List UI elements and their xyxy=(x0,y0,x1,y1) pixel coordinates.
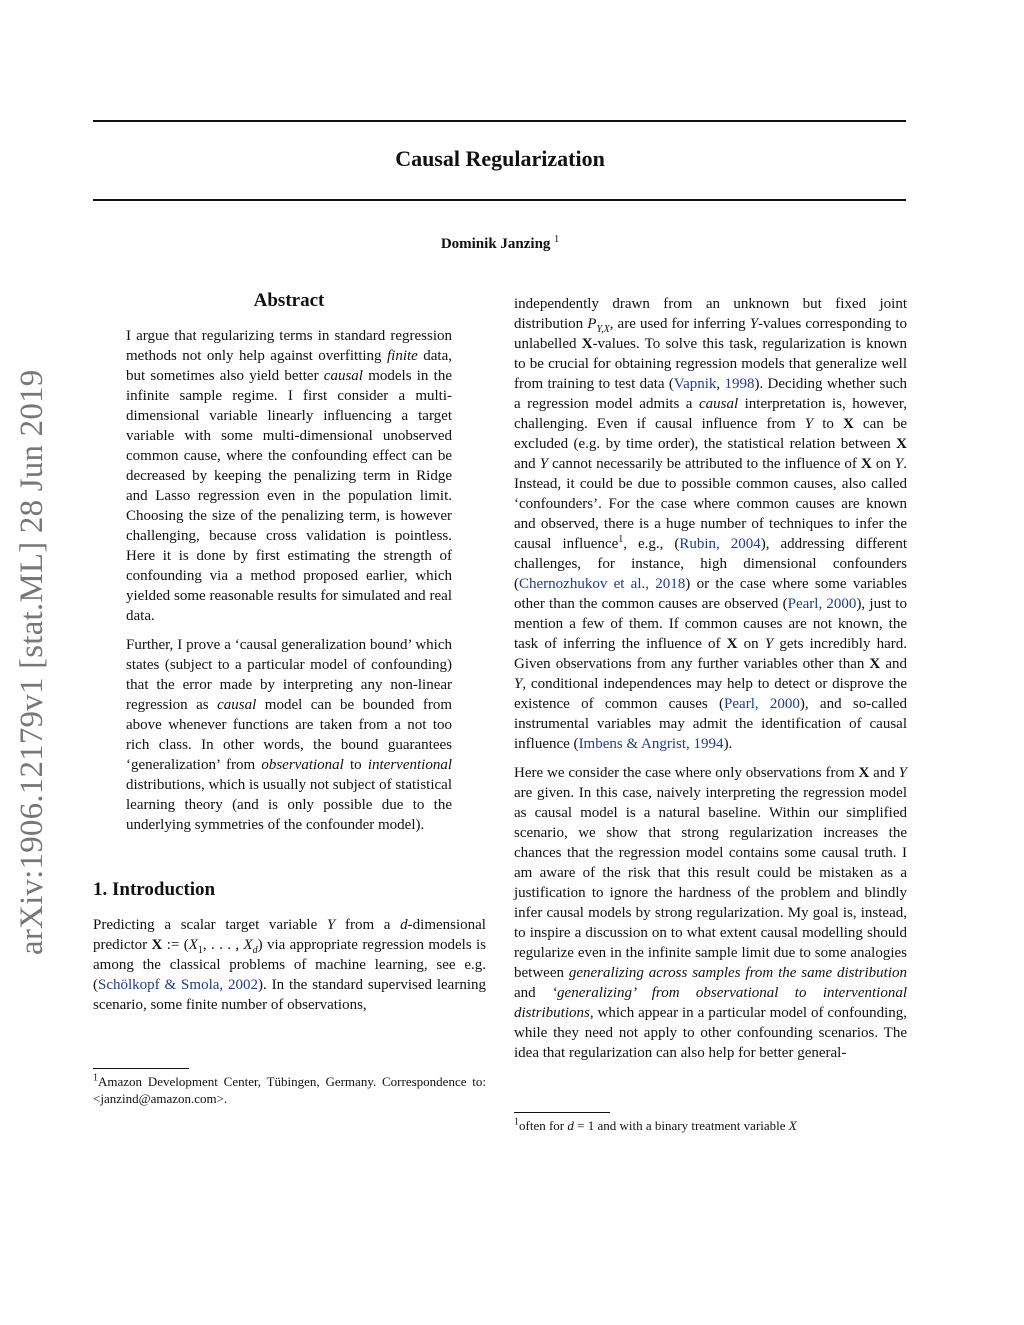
footnote-rule xyxy=(93,1068,189,1069)
left-column xyxy=(93,290,486,1015)
intro-paragraph: Predicting a scalar target variable Y from a d-dimensional predictor X := ($X_1$, . . . , $X_d$) via appropriate regression models is among the classical problems of machine learning, see e.g. (Schölkopf & Smola, 2002). In the standard supervised learning scenario, some finite number of observations, xyxy=(93,917,487,1013)
abstract-heading: Abstract xyxy=(253,290,325,311)
footnote-affiliation: $^1$Amazon Development Center, Tübingen, Germany. Correspondence to: <janzind@amazon.com>. xyxy=(93,1072,486,1106)
citation-link[interactable]: Pearl, 2000 xyxy=(787,596,857,612)
author-line xyxy=(0,236,1000,253)
footnote-mark[interactable]: 1 xyxy=(618,534,624,545)
author-name: Dominik Janzing xyxy=(440,236,551,252)
title-rule-top xyxy=(93,120,906,122)
paper-title: Causal Regularization xyxy=(395,146,605,171)
abstract xyxy=(126,290,452,835)
citation-link[interactable]: Pearl, 2000 xyxy=(724,696,800,712)
right-column xyxy=(514,294,907,1072)
footnote-left xyxy=(93,1068,486,1107)
citation-link[interactable]: Rubin, 2004 xyxy=(679,536,761,552)
abstract-paragraph-2: Further, I prove a ‘causal generalization bound’ which states (subject to a particular model of confounding) that the error made by interpreting any non-linear regression as causal model can be bounded from above whenever functions are taken from a not too rich class. In other words, the bound guarantees ‘generalization’ from observational to interventional distributions, which is usually not subject of statistical learning theory (and is only possible due to the underlying symmetries of the confounder model). xyxy=(126,637,452,833)
citation-link[interactable]: Chernozhukov et al., 2018 xyxy=(519,576,686,592)
citation-link[interactable]: 1998 xyxy=(724,376,755,392)
footnote-treatment: $^1$often for d = 1 and with a binary treatment variable X xyxy=(514,1116,797,1133)
footnote-rule xyxy=(514,1112,610,1113)
citation-link[interactable]: Vapnik xyxy=(673,376,717,392)
right-paragraph-2: Here we consider the case where only observations from X and Y are given. In this case, naively interpreting the regression model as causal model is a natural baseline. Within our simplified scenario, we show that strong regularization increases the chances that the regression model contains some causal truth. I am aware of the risk that this result could be mistaken as a justification to ignore the hardness of the problem and blindly infer causal models by strong regularization. My goal is, instead, to inspire a discussion on to what extent causal modelling should regularize even in the infinite sample limit due to some analogies between generalizing across samples from the same distribution and ‘generalizing’ from observational to interventional distributions, which appear in a particular model of confounding, while they need not apply to other confounding scenarios. The idea that regularization can also help for better general- xyxy=(514,765,907,1061)
section-heading-introduction: 1. Introduction xyxy=(93,879,216,900)
arxiv-stamp: arXiv:1906.12179v1 [stat.ML] 28 Jun 2019 xyxy=(14,369,50,955)
citation-link[interactable]: Schölkopf & Smola, 2002 xyxy=(98,977,258,993)
title-rule-bottom xyxy=(93,199,906,201)
author-affiliation-mark: 1 xyxy=(554,234,560,245)
footnote-right xyxy=(514,1112,907,1134)
abstract-paragraph-1: I argue that regularizing terms in standard regression methods not only help against overfitting finite data, but sometimes also yield better causal models in the infinite sample regime. I first consider a multi-dimensional variable linearly influencing a target variable with some multi-dimensional unobserved common cause, where the confounding effect can be decreased by keeping the penalizing term in Ridge and Lasso regression even in the population limit. Choosing the size of the penalizing term, is however challenging, because cross validation is pointless. Here it is done by first estimating the strength of confounding via a method proposed earlier, which yielded some reasonable results for simulated and real data. xyxy=(126,328,453,624)
right-paragraph-1: independently drawn from an unknown but fixed joint distribution $P_{Y,X}$, are used for inferring Y-values corresponding to unlabelled X-values. To solve this task, regularization is known to be crucial for obtaining regression models that generalize well from training to test data (Vapnik, 1998). Deciding whether such a regression model admits a causal interpretation is, however, challenging. Even if causal influence from Y to X can be excluded (e.g. by time order), the statistical relation between X and Y cannot necessarily be attributed to the influence of X on Y. Instead, it could be due to possible common causes, also called ‘confounders’. For the case where common causes are known and observed, there is a huge number of techniques to infer the causal influence$^1$, e.g., (Rubin, 2004), addressing different challenges, for instance, high dimensional confounders (Chernozhukov et al., 2018) or the case where some variables other than the common causes are observed (Pearl, 2000), just to mention a few of them. If common causes are not known, the task of inferring the influence of X on Y gets incredibly hard. Given observations from any further variables other than X and Y, conditional independences may help to detect or disprove the existence of common causes (Pearl, 2000), and so-called instrumental variables may admit the identification of causal influence (Imbens & Angrist, 1994). xyxy=(514,296,908,752)
citation-link[interactable]: Imbens & Angrist, 1994 xyxy=(578,736,724,752)
